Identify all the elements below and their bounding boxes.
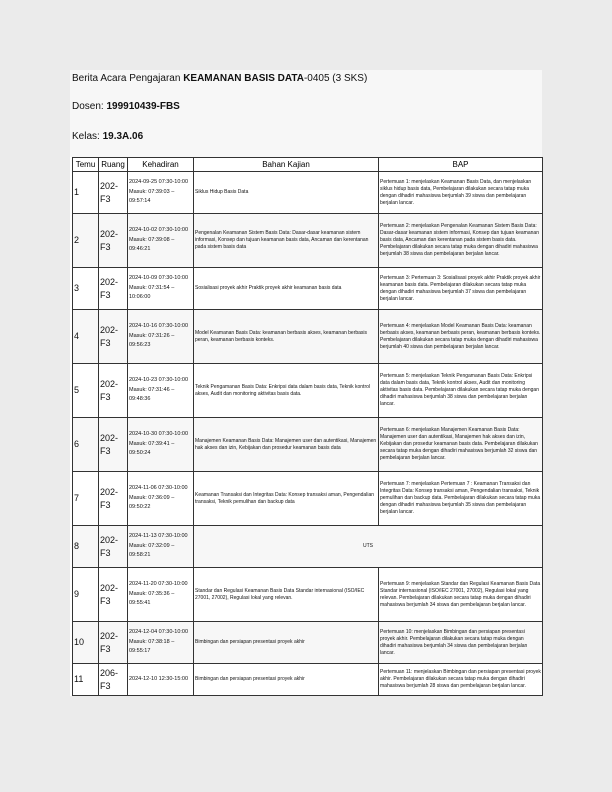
table-row <box>73 214 543 268</box>
ruang-cell: 202-F3 <box>99 364 128 418</box>
table-row <box>73 472 543 526</box>
ruang-cell: 202-F3 <box>99 526 128 568</box>
bahan-kajian-cell: Siklus Hidup Basis Data <box>194 172 379 214</box>
bahan-kajian-cell: UTS <box>194 526 543 568</box>
bap-cell: Pertemuan 2: menjelaskan Pengenalan Keamanan Sistem Basis Data: Dasar-dasar keamanan sistem informasi, Konsep dan tujuan keamanan basis data, Ancaman dan kerentanan pada sistem basis data. Pembelajaran dilakukan secara tatap muka dengan dihadiri mahasiswa berjumlah 38 siswa dan pembelajaran berjalan lancar. <box>379 214 543 268</box>
kehadiran-cell: 2024-10-09 07:30-10:00 Masuk: 07:31:54 – 10:06:00 <box>128 268 194 310</box>
bahan-kajian-cell: Model Keamanan Basis Data: keamanan berbasis akses, keamanan berbasis peran, keamanan berbasis konteks. <box>194 310 379 364</box>
bahan-kajian-cell: Bimbingan dan persiapan presentasi proyek akhir <box>194 622 379 664</box>
temu-cell: 5 <box>73 364 99 418</box>
col-header-kehadiran: Kehadiran <box>128 158 194 172</box>
bahan-kajian-cell: Keamanan Transaksi dan Integritas Data: Konsep transaksi aman, Pengendalian transaksi, Teknik pemulihan dan backup data <box>194 472 379 526</box>
temu-cell: 11 <box>73 664 99 696</box>
table-row <box>73 664 543 696</box>
kehadiran-cell: 2024-11-13 07:30-10:00 Masuk: 07:32:09 – 09:58:21 <box>128 526 194 568</box>
ruang-cell: 202-F3 <box>99 172 128 214</box>
table-header-row <box>73 158 543 172</box>
bap-cell: Pertemuan 3: Pertemuan 3: Sosialisasi proyek akhir Praktik proyek akhir keamanan basis data. Pembelajaran dilakukan secara tatap muka dengan dihadiri mahasiswa berjumlah 37 siswa dan pembelajaran berjalan lancar. <box>379 268 543 310</box>
ruang-cell: 202-F3 <box>99 214 128 268</box>
table-row <box>73 418 543 472</box>
temu-cell: 1 <box>73 172 99 214</box>
kehadiran-cell: 2024-10-02 07:30-10:00 Masuk: 07:39:08 – 09:46:21 <box>128 214 194 268</box>
document-page <box>70 70 542 696</box>
temu-cell: 10 <box>73 622 99 664</box>
table-row <box>73 622 543 664</box>
col-header-bap: BAP <box>379 158 543 172</box>
table-row <box>73 568 543 622</box>
bap-cell: Pertemuan 10: menjelaskan Bimbingan dan persiapan presentasi proyek akhir. Pembelajaran dilakukan secara tatap muka dengan dihadiri mahasiswa berjumlah 34 siswa dan pembelajaran berjalan lancar. <box>379 622 543 664</box>
temu-cell: 8 <box>73 526 99 568</box>
kehadiran-cell: 2024-09-25 07:30-10:00 Masuk: 07:39:03 – 09:57:14 <box>128 172 194 214</box>
bahan-kajian-cell: Teknik Pengamanan Basis Data: Enkripsi data dalam basis data, Teknik kontrol akses, Audit dan monitoring aktivitas basis data. <box>194 364 379 418</box>
bap-cell: Pertemuan 4: menjelaskan Model Keamanan Basis Data: keamanan berbasis akses, keamanan berbasis peran, keamanan berbasis konteks. Pembelajaran dilakukan secara tatap muka dengan dihadiri mahasiswa berjumlah 40 siswa dan pembelajaran berjalan lancar. <box>379 310 543 364</box>
ruang-cell: 206-F3 <box>99 664 128 696</box>
document-header <box>70 70 542 157</box>
bahan-kajian-cell: Sosialisasi proyek akhir Praktik proyek akhir keamanan basis data <box>194 268 379 310</box>
bahan-kajian-cell: Standar dan Regulasi Keamanan Basis Data Standar internasional (ISO/IEC 27001, 27002), Regulasi lokal yang relevan. <box>194 568 379 622</box>
ruang-cell: 202-F3 <box>99 472 128 526</box>
bap-cell: Pertemuan 9: menjelaskan Standar dan Regulasi Keamanan Basis Data Standar internasional (ISO/IEC 27001, 27002), Regulasi lokal yang relevan. Pembelajaran dilakukan secara tatap muka dengan dihadiri mahasiswa berjumlah 34 siswa dan pembelajaran berjalan lancar. <box>379 568 543 622</box>
bahan-kajian-cell: Manajemen Keamanan Basis Data: Manajemen user dan autentikasi, Manajemen hak akses dan izin, Kebijakan dan prosedur keamanan basis data <box>194 418 379 472</box>
dosen-line: Dosen: 199910439-FBS <box>72 101 180 112</box>
kehadiran-cell: 2024-10-16 07:30-10:00 Masuk: 07:31:26 – 09:56:23 <box>128 310 194 364</box>
kehadiran-cell: 2024-11-06 07:30-10:00 Masuk: 07:36:09 – 09:50:22 <box>128 472 194 526</box>
ruang-cell: 202-F3 <box>99 268 128 310</box>
document-title: Berita Acara Pengajaran KEAMANAN BASIS DATA-0405 (3 SKS) <box>72 73 368 84</box>
bap-cell: Pertemuan 7: menjelaskan Pertemuan 7 : Keamanan Transaksi dan Integritas Data: Konsep transaksi aman, Pengendalian transaksi, Teknik pemulihan dan backup data. Pembelajaran dilakukan secara tatap muka dengan dihadiri mahasiswa berjumlah 35 siswa dan pembelajaran berjalan lancar. <box>379 472 543 526</box>
kelas-line: Kelas: 19.3A.06 <box>72 131 144 142</box>
table-row <box>73 364 543 418</box>
bahan-kajian-cell: Pengenalan Keamanan Sistem Basis Data: Dasar-dasar keamanan sistem informasi, Konsep dan tujuan keamanan basis data, Ancaman dan kerentanan pada sistem basis data <box>194 214 379 268</box>
ruang-cell: 202-F3 <box>99 418 128 472</box>
bap-cell: Pertemuan 5: menjelaskan Teknik Pengamanan Basis Data: Enkripsi data dalam basis data, Teknik kontrol akses, Audit dan monitoring aktivitas basis data. Pembelajaran dilakukan secara tatap muka dengan dihadiri mahasiswa berjumlah 38 siswa dan pembelajaran berjalan lancar. <box>379 364 543 418</box>
bap-cell: Pertemuan 1: menjelaskan Keamanan Basis Data, dan menjelaskan siklus hidup basis data, Pembelajaran dilakukan secara tatap muka dengan dihadiri mahasiswa berjumlah 39 siswa dan pembelajaran berjalan lancar. <box>379 172 543 214</box>
kehadiran-cell: 2024-10-30 07:30-10:00 Masuk: 07:39:41 – 09:50:24 <box>128 418 194 472</box>
col-header-temu: Temu <box>73 158 99 172</box>
bahan-kajian-cell: Bimbingan dan persiapan presentasi proyek akhir <box>194 664 379 696</box>
kehadiran-cell: 2024-11-20 07:30-10:00 Masuk: 07:35:36 – 09:55:41 <box>128 568 194 622</box>
temu-cell: 6 <box>73 418 99 472</box>
col-header-bahan-kajian: Bahan Kajian <box>194 158 379 172</box>
kehadiran-cell: 2024-12-10 12:30-15:00 <box>128 664 194 696</box>
temu-cell: 2 <box>73 214 99 268</box>
bap-cell: Pertemuan 6: menjelaskan Manajemen Keamanan Basis Data: Manajemen user dan autentikasi, Manajemen hak akses dan izin, Kebijakan dan prosedur keamanan basis data. Pembelajaran dilakukan secara tatap muka dengan dihadiri mahasiswa berjumlah 32 siswa dan pembelajaran berjalan lancar. <box>379 418 543 472</box>
bap-cell: Pertemuan 11: menjelaskan Bimbingan dan persiapan presentasi proyek akhir. Pembelajaran dilakukan secara tatap muka dengan dihadiri mahasiswa berjumlah 28 siswa dan pembelajaran berjalan lancar. <box>379 664 543 696</box>
kehadiran-cell: 2024-12-04 07:30-10:00 Masuk: 07:38:18 – 09:55:17 <box>128 622 194 664</box>
ruang-cell: 202-F3 <box>99 568 128 622</box>
ruang-cell: 202-F3 <box>99 622 128 664</box>
temu-cell: 3 <box>73 268 99 310</box>
temu-cell: 4 <box>73 310 99 364</box>
temu-cell: 7 <box>73 472 99 526</box>
table-row <box>73 310 543 364</box>
bap-table <box>72 157 543 696</box>
table-row <box>73 268 543 310</box>
kehadiran-cell: 2024-10-23 07:30-10:00 Masuk: 07:31:46 – 09:48:36 <box>128 364 194 418</box>
ruang-cell: 202-F3 <box>99 310 128 364</box>
table-row <box>73 526 543 568</box>
col-header-ruang: Ruang <box>99 158 128 172</box>
table-row <box>73 172 543 214</box>
temu-cell: 9 <box>73 568 99 622</box>
